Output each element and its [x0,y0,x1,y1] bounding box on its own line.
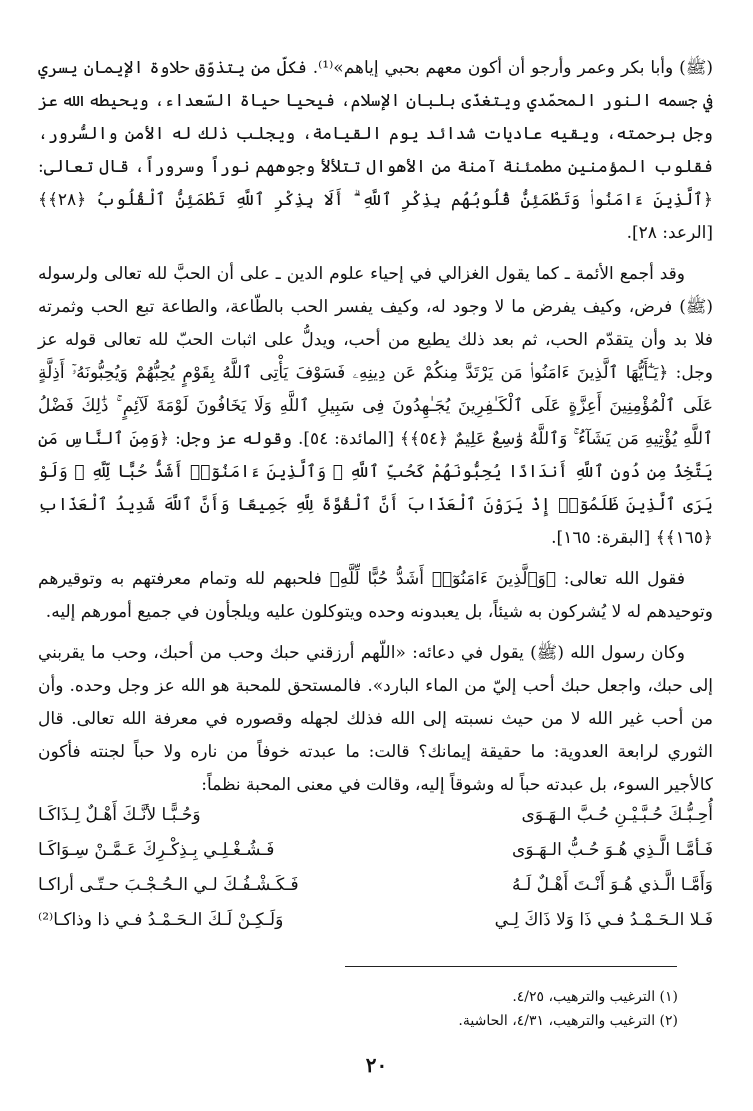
poem-second-hemistich: فَـكَـشْـفُـكَ لـي الـحُـجْـبَ حـتّـى أراكـا [38,874,299,895]
footnote: (١) الترغيب والترهيب، ٤/٢٥. [512,989,678,1005]
paragraph: (ﷺ) وأبا بكر وعمر وأرجو أن أكون معهم بحبي إياهم»⁽¹⁾. فكلّ من يتذوّق حلاوة الإيمان يسري في جسمه النور المحمّدي ويتغذّى بلبان الإسلام، فيحيا حياة السّعداء، ويحيطه الله عز وجل برحمته، ويقيه عاديات شدائد يوم القيامة، ويجلب ذلك له الأمن والسُّرور، فقلوب المؤمنين مطمئنة آمنة من الأهوال تتلألأ وجوههم نوراً وسروراً، قال تعالى: ﴿ٱلَّذِينَ ءَامَنُوا۟ وَتَطْمَئِنُّ قُلُوبُهُم بِذِكْرِ ٱللَّهِ ۗ أَلَا بِذِكْرِ ٱللَّهِ تَطْمَئِنُّ ٱلْقُلُوبُ ﴿٢٨﴾﴾ [الرعد: ٢٨]. [38,58,713,243]
poem-first-hemistich: وَأَمَّـا الَّـذي هُـوَ أَنْـتَ أَهْـلٌ لَـهُ [511,874,713,895]
footnote: (٢) الترغيب والترهيب، ٤/٣١، الحاشية. [458,1013,678,1029]
poem-second-hemistich: وَلَـكِـنْ لَـكَ الـحَـمْـدُ فـي ذا وذاكـا⁽²⁾ [38,909,284,930]
poem-verse [38,797,713,832]
poem-second-hemistich: فَـشُـغْـلِـي بِـذِكْـرِكَ عَـمَّـنْ سِـوَاكَـا [38,839,275,860]
paragraph: فقول الله تعالى: ﴿وَٱلَّذِينَ ءَامَنُوٓا۟ أَشَدُّ حُبًّا لِّلَّهِ﴾ فلحبهم لله وتمام معرفتهم به وتوقيرهم وتوحيدهم له لا يُشركون به شيئاً، بل يعبدونه وحده ويتوكلون عليه ويلجأون في جميع أمورهم إليه. [38,569,713,622]
paragraph: وكان رسول الله (ﷺ) يقول في دعائه: «اللّهم أرزقني حبك وحب من أحبك، وحب ما يقربني إلى حبك، واجعل حبك أحب إليّ من الماء البارد». فالمستحق للمحبة هو الله عز وجل وحده. وأن من أحب غير الله لا من حيث نسبته إلى الله فذلك لجهله وقصوره في معرفة الله تعالى. قال الثوري لرابعة العدوية: ما حقيقة إيمانك؟ قالت: ما عبدته خوفاً من ناره ولا حباً لجنته فأكون كالأجير السوء، بل عبدته حباً له وشوقاً إليه، وقالت في معنى المحبة نظماً: [38,643,713,795]
body-text [38,52,713,810]
footnotes [38,985,678,1033]
poem-verse [38,867,713,902]
poem-first-hemistich: فَـأمَّـا الَّـذِي هُـوَ حُـبُّ الـهَـوَى [512,839,713,860]
poem-second-hemistich: وَحُـبًّـا لأنَّـكَ أَهْـلٌ لِـذَاكَـا [38,804,201,825]
poem-first-hemistich: أُحِـبُّـكَ حُـبَّـيْـنِ حُـبَّ الـهَـوَى [521,804,713,825]
poem [38,797,713,937]
poem-first-hemistich: فَـلا الـحَـمْـدُ فـي ذَا وَلا ذَاكَ لِـي [494,909,713,930]
poem-verse [38,902,713,937]
footnote-separator [345,966,677,967]
poem-verse [38,832,713,867]
paragraph: وقد أجمع الأئمة ـ كما يقول الغزالي في إحياء علوم الدين ـ على أن الحبَّ لله تعالى ولرسوله (ﷺ) فرض، وكيف يفرض ما لا وجود له، وكيف يفسر الحب بالطّاعة، والطاعة تبع الحب وثمرته فلا بد وأن يتقدّم الحب، ثم بعد ذلك يطيع من أحب، ويدلُّ على اثبات الحبّ لله تعالى قوله عز وجل: ﴿يَـٰٓأَيُّهَا ٱلَّذِينَ ءَامَنُوا۟ مَن يَرْتَدَّ مِنكُمْ عَن دِينِهِۦ فَسَوْفَ يَأْتِى ٱللَّهُ بِقَوْمٍ يُحِبُّهُمْ وَيُحِبُّونَهُۥٓ أَذِلَّةٍ عَلَى ٱلْمُؤْمِنِينَ أَعِزَّةٍ عَلَى ٱلْكَـٰفِرِينَ يُجَـٰهِدُونَ فِى سَبِيلِ ٱللَّهِ وَلَا يَخَافُونَ لَوْمَةَ لَآئِمٍ ۚ ذَٰلِكَ فَضْلُ ٱللَّهِ يُؤْتِيهِ مَن يَشَآءُ ۚ وَٱللَّهُ وَٰسِعٌ عَلِيمٌ ﴿٥٤﴾﴾ [المائدة: ٥٤]. وقوله عز وجل: ﴿وَمِنَ ٱلنَّاسِ مَن يَتَّخِذُ مِن دُونِ ٱللَّهِ أَندَادًا يُحِبُّونَهُمْ كَحُبِّ ٱللَّهِ ۖ وَٱلَّذِينَ ءَامَنُوٓا۟ أَشَدُّ حُبًّا لِّلَّهِ ۗ وَلَوْ يَرَى ٱلَّذِينَ ظَلَمُوٓا۟ إِذْ يَرَوْنَ ٱلْعَذَابَ أَنَّ ٱلْقُوَّةَ لِلَّهِ جَمِيعًا وَأَنَّ ٱللَّهَ شَدِيدُ ٱلْعَذَابِ ﴿١٦٥﴾﴾ [البقرة: ١٦٥]. [38,264,713,548]
page-number: ٢٠ [365,1053,388,1077]
